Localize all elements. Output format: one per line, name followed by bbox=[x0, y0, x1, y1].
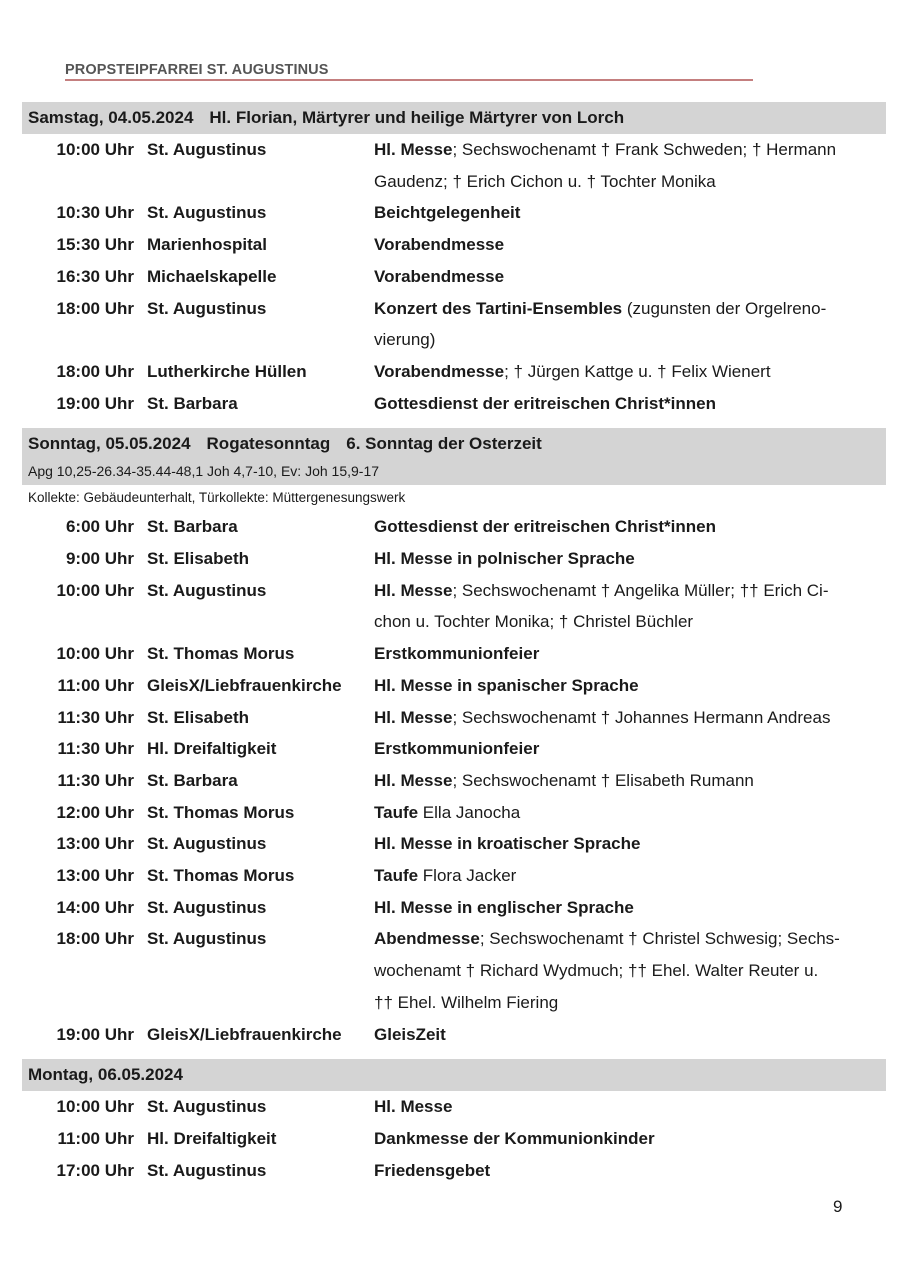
entry-event bbox=[374, 702, 886, 734]
event-detail: ; Sechswochenamt † Johannes Hermann Andreas bbox=[452, 707, 831, 727]
event-title: Konzert des Tartini-Ensembles bbox=[374, 298, 623, 318]
event-title: Hl. Messe in englischer Sprache bbox=[374, 897, 634, 917]
entry-place: St. Barbara bbox=[147, 517, 238, 537]
event-title: Vorabendmesse bbox=[374, 361, 505, 381]
header-rule bbox=[65, 79, 753, 81]
schedule-row bbox=[22, 860, 886, 892]
entry-place: St. Augustinus bbox=[147, 580, 267, 600]
event-detail: wochenamt † Richard Wydmuch; †† Ehel. Walter Reuter u. bbox=[374, 961, 819, 981]
schedule-row bbox=[22, 324, 886, 356]
entry-time bbox=[22, 324, 134, 356]
event-title: Gottesdienst der eritreischen Christ*innen bbox=[374, 393, 716, 413]
entry-place bbox=[134, 166, 374, 198]
event-title: Friedensgebet bbox=[374, 1160, 491, 1180]
entry-event bbox=[374, 134, 886, 166]
event-detail: Ella Janocha bbox=[418, 802, 521, 822]
entry-event bbox=[374, 543, 886, 575]
day-header bbox=[22, 428, 886, 485]
entry-place: St. Augustinus bbox=[147, 929, 267, 949]
schedule-row bbox=[22, 797, 886, 829]
day-header bbox=[22, 1059, 886, 1091]
entry-event bbox=[374, 324, 886, 356]
entry-event bbox=[374, 955, 886, 987]
entry-time: 19:00 Uhr bbox=[56, 1024, 134, 1044]
event-title: Vorabendmesse bbox=[374, 266, 505, 286]
entry-time bbox=[22, 606, 134, 638]
event-detail: Gaudenz; † Erich Cichon u. † Tochter Monika bbox=[374, 171, 716, 191]
entry-event bbox=[374, 166, 886, 198]
entry-time: 12:00 Uhr bbox=[56, 802, 134, 822]
entry-time bbox=[22, 955, 134, 987]
entry-event bbox=[374, 987, 886, 1019]
entry-event bbox=[374, 860, 886, 892]
entry-place: St. Augustinus bbox=[147, 298, 267, 318]
entry-event bbox=[374, 606, 886, 638]
schedule-row bbox=[22, 765, 886, 797]
schedule bbox=[22, 102, 886, 1186]
event-title: Hl. Messe bbox=[374, 580, 453, 600]
schedule-row bbox=[22, 388, 886, 420]
day-date: Sonntag, 05.05.2024 bbox=[28, 434, 191, 454]
entry-time: 18:00 Uhr bbox=[56, 929, 134, 949]
document-header: PROPSTEIPFARREI ST. AUGUSTINUS bbox=[65, 62, 329, 78]
entry-place bbox=[134, 987, 374, 1019]
entry-time: 17:00 Uhr bbox=[56, 1160, 134, 1180]
event-detail: †† Ehel. Wilhelm Fiering bbox=[374, 992, 559, 1012]
entry-place: St. Thomas Morus bbox=[147, 866, 295, 886]
entry-event bbox=[374, 197, 886, 229]
entry-place: St. Thomas Morus bbox=[147, 644, 295, 664]
entry-time: 14:00 Uhr bbox=[56, 897, 134, 917]
schedule-row bbox=[22, 892, 886, 924]
schedule-row bbox=[22, 1123, 886, 1155]
entry-place: Lutherkirche Hüllen bbox=[147, 361, 307, 381]
entry-time: 11:00 Uhr bbox=[57, 675, 134, 695]
entry-place bbox=[134, 606, 374, 638]
day-feast: Hl. Florian, Märtyrer und heilige Märtyrer von Lorch bbox=[209, 108, 625, 127]
entry-place bbox=[134, 324, 374, 356]
entry-event bbox=[374, 892, 886, 924]
day-readings: Apg 10,25-26.34-35.44-48,1 Joh 4,7-10, Ev: Joh 15,9-17 bbox=[28, 463, 380, 480]
schedule-row bbox=[22, 1019, 886, 1051]
schedule-row bbox=[22, 166, 886, 198]
event-title: Erstkommunionfeier bbox=[374, 644, 540, 664]
day-header bbox=[22, 102, 886, 134]
entry-place: St. Augustinus bbox=[147, 897, 267, 917]
entry-event bbox=[374, 1155, 886, 1187]
event-detail: ; Sechswochenamt † Angelika Müller; †† Erich Ci- bbox=[452, 580, 829, 600]
event-detail: ; Sechswochenamt † Christel Schwesig; Sechs- bbox=[479, 929, 840, 949]
entry-time: 18:00 Uhr bbox=[56, 361, 134, 381]
schedule-row bbox=[22, 197, 886, 229]
entry-event bbox=[374, 229, 886, 261]
event-title: Hl. Messe in polnischer Sprache bbox=[374, 549, 635, 569]
event-title: Hl. Messe bbox=[374, 770, 453, 790]
entry-event bbox=[374, 797, 886, 829]
event-title: Gottesdienst der eritreischen Christ*innen bbox=[374, 517, 716, 537]
entry-time: 10:30 Uhr bbox=[56, 203, 134, 223]
schedule-row bbox=[22, 511, 886, 543]
entry-place bbox=[134, 955, 374, 987]
schedule-row bbox=[22, 987, 886, 1019]
entry-event bbox=[374, 1123, 886, 1155]
schedule-row bbox=[22, 702, 886, 734]
entry-place: St. Augustinus bbox=[147, 834, 267, 854]
entry-place: GleisX/Liebfrauenkirche bbox=[147, 675, 342, 695]
entry-place: GleisX/Liebfrauenkirche bbox=[147, 1024, 342, 1044]
entry-place: St. Barbara bbox=[147, 393, 238, 413]
entry-place: St. Augustinus bbox=[147, 140, 267, 159]
schedule-row bbox=[22, 1091, 886, 1123]
entry-place: Michaelskapelle bbox=[147, 266, 277, 286]
entry-time bbox=[22, 987, 134, 1019]
entry-place: St. Thomas Morus bbox=[147, 802, 295, 822]
event-title: Hl. Messe bbox=[374, 707, 453, 727]
page-number: 9 bbox=[833, 1197, 843, 1216]
day-title bbox=[22, 1059, 886, 1091]
entry-place: St. Augustinus bbox=[147, 1097, 267, 1117]
schedule-row bbox=[22, 670, 886, 702]
event-title: Hl. Messe in kroatischer Sprache bbox=[374, 834, 641, 854]
schedule-row bbox=[22, 955, 886, 987]
event-title: Hl. Messe in spanischer Sprache bbox=[374, 675, 639, 695]
entry-place: St. Elisabeth bbox=[147, 549, 250, 569]
schedule-row bbox=[22, 923, 886, 955]
event-title: Dankmesse der Kommunionkinder bbox=[374, 1128, 655, 1148]
event-title: Hl. Messe bbox=[374, 1097, 453, 1117]
schedule-row bbox=[22, 1155, 886, 1187]
entry-time: 11:30 Uhr bbox=[57, 707, 134, 727]
event-title: Beichtgelegenheit bbox=[374, 203, 521, 223]
event-title: Abendmesse bbox=[374, 929, 480, 949]
entry-time: 16:30 Uhr bbox=[56, 266, 134, 286]
entry-time: 15:30 Uhr bbox=[56, 235, 134, 255]
day-feast: 6. Sonntag der Osterzeit bbox=[346, 434, 542, 454]
schedule-row bbox=[22, 733, 886, 765]
entry-event bbox=[374, 356, 886, 388]
entry-time: 6:00 Uhr bbox=[65, 517, 134, 537]
day-title bbox=[22, 428, 886, 460]
event-title: Taufe bbox=[374, 802, 419, 822]
event-detail: Flora Jacker bbox=[418, 866, 517, 886]
event-detail: ; Sechswochenamt † Elisabeth Rumann bbox=[452, 770, 754, 790]
entry-time: 10:00 Uhr bbox=[56, 1097, 134, 1117]
entry-event bbox=[374, 388, 886, 420]
entry-event bbox=[374, 293, 886, 325]
entry-event bbox=[374, 765, 886, 797]
entry-time: 13:00 Uhr bbox=[56, 866, 134, 886]
entry-time: 10:00 Uhr bbox=[56, 140, 134, 159]
event-detail: chon u. Tochter Monika; † Christel Büchler bbox=[374, 612, 694, 632]
entry-event bbox=[374, 1019, 886, 1051]
entry-event bbox=[374, 261, 886, 293]
schedule-row bbox=[22, 543, 886, 575]
schedule-row bbox=[22, 229, 886, 261]
entry-place: St. Elisabeth bbox=[147, 707, 250, 727]
day-kollekte: Kollekte: Gebäudeunterhalt, Türkollekte: Müttergenesungswerk bbox=[28, 490, 406, 506]
event-detail: vierung) bbox=[374, 330, 436, 350]
event-detail: ; Sechswochenamt † Frank Schweden; † Hermann bbox=[452, 140, 837, 159]
entry-time bbox=[22, 166, 134, 198]
event-title: Erstkommunionfeier bbox=[374, 739, 540, 759]
entry-place: Marienhospital bbox=[147, 235, 267, 255]
schedule-row bbox=[22, 261, 886, 293]
entry-time: 11:30 Uhr bbox=[57, 739, 134, 759]
entry-place: Hl. Dreifaltigkeit bbox=[147, 1128, 277, 1148]
schedule-row bbox=[22, 828, 886, 860]
event-detail: ; † Jürgen Kattge u. † Felix Wienert bbox=[504, 361, 771, 381]
schedule-row bbox=[22, 575, 886, 607]
event-title: Taufe bbox=[374, 866, 419, 886]
entry-time: 18:00 Uhr bbox=[56, 298, 134, 318]
schedule-row bbox=[22, 638, 886, 670]
entry-place: St. Augustinus bbox=[147, 1160, 267, 1180]
schedule-row bbox=[22, 356, 886, 388]
entry-time: 11:00 Uhr bbox=[57, 1128, 134, 1148]
day-feast: Rogatesonntag bbox=[206, 434, 331, 454]
entry-place: St. Augustinus bbox=[147, 203, 267, 223]
day-title bbox=[22, 102, 886, 134]
event-title: GleisZeit bbox=[374, 1024, 446, 1044]
day-date: Montag, 06.05.2024 bbox=[28, 1065, 183, 1085]
event-detail: (zugunsten der Orgelreno- bbox=[622, 298, 827, 318]
entry-time: 10:00 Uhr bbox=[56, 580, 134, 600]
entry-event bbox=[374, 638, 886, 670]
entry-event bbox=[374, 575, 886, 607]
entry-event bbox=[374, 828, 886, 860]
entry-place: St. Barbara bbox=[147, 770, 238, 790]
entry-time: 19:00 Uhr bbox=[56, 393, 134, 413]
entry-time: 11:30 Uhr bbox=[57, 770, 134, 790]
entry-time: 13:00 Uhr bbox=[56, 834, 134, 854]
schedule-row bbox=[22, 134, 886, 166]
day-date: Samstag, 04.05.2024 bbox=[28, 108, 194, 127]
entry-event bbox=[374, 670, 886, 702]
schedule-row bbox=[22, 293, 886, 325]
entry-event bbox=[374, 733, 886, 765]
entry-place: Hl. Dreifaltigkeit bbox=[147, 739, 277, 759]
entry-event bbox=[374, 511, 886, 543]
entry-time: 10:00 Uhr bbox=[56, 644, 134, 664]
event-title: Hl. Messe bbox=[374, 140, 453, 159]
entry-event bbox=[374, 1091, 886, 1123]
entry-event bbox=[374, 923, 886, 955]
entry-time: 9:00 Uhr bbox=[65, 549, 134, 569]
event-title: Vorabendmesse bbox=[374, 235, 505, 255]
schedule-row bbox=[22, 606, 886, 638]
